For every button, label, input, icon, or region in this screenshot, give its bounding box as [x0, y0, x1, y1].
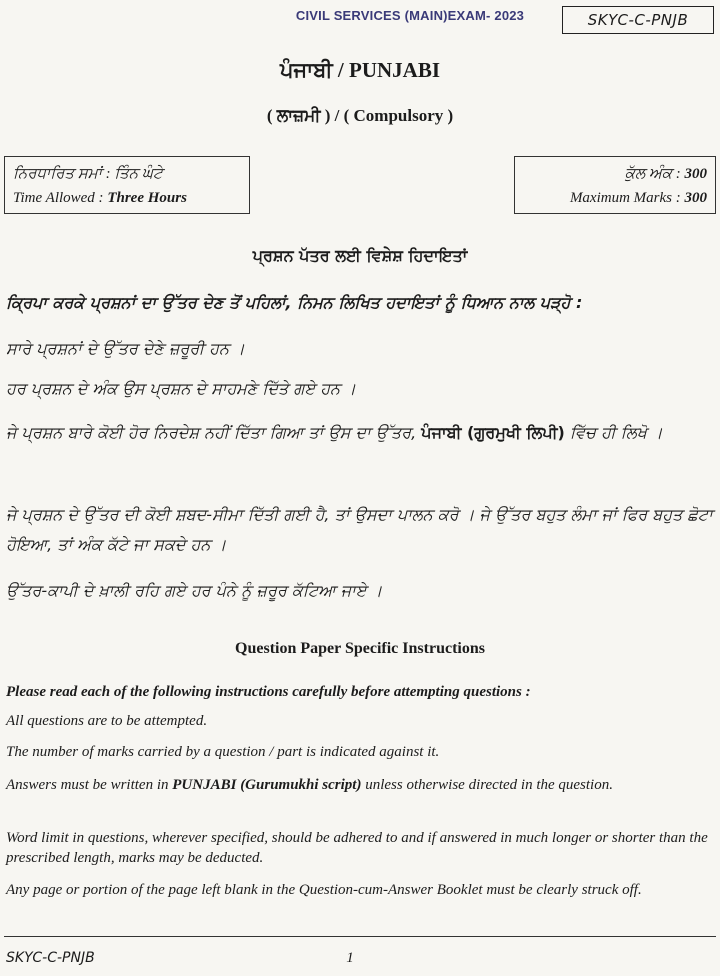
english-instruction-1: All questions are to be attempted. — [6, 713, 208, 729]
english-instruction-4: Word limit in questions, wherever specified, should be adhered to and if answered in much longer or shorter than the prescribed length, marks may be deducted. — [6, 830, 708, 866]
time-allowed-punjabi — [13, 162, 241, 186]
punjabi-intro: ਕ੍ਰਿਪਾ ਕਰਕੇ ਪ੍ਰਸ਼ਨਾਂ ਦਾ ਉੱਤਰ ਦੇਣ ਤੋਂ ਪਹਿਲਾਂ, ਨਿਮਨ ਲਿਖਿਤ ਹਦਾਇਤਾਂ ਨੂੰ ਧਿਆਨ ਨਾਲ ਪੜ੍ਹੋ : — [6, 293, 583, 312]
subject-subtitle: ( ਲਾਜ਼ਮੀ ) / ( Compulsory ) — [266, 106, 454, 125]
punjabi-instructions-heading: ਪ੍ਰਸ਼ਨ ਪੱਤਰ ਲਈ ਵਿਸ਼ੇਸ਼ ਹਿਦਾਇਤਾਂ — [252, 246, 468, 265]
time-value-pa: ਤਿੰਨ ਘੰਟੇ — [114, 166, 163, 182]
page-number: 1 — [346, 950, 354, 966]
time-allowed-box — [4, 156, 250, 214]
english-instruction-3-emphasis: PUNJABI (Gurumukhi script) — [172, 777, 362, 793]
subject-title: ਪੰਜਾਬੀ / PUNJABI — [279, 58, 441, 82]
punjabi-instruction-3 — [6, 418, 714, 448]
footer-paper-code: SKYC-C-PNJB — [6, 950, 95, 966]
punjabi-instruction-3-emphasis: ਪੰਜਾਬੀ (ਗੁਰਮੁਖੀ ਲਿਪੀ) — [421, 423, 565, 442]
time-allowed-english — [13, 186, 241, 210]
time-value-en: Three Hours — [107, 190, 187, 206]
time-label-pa: ਨਿਰਧਾਰਿਤ ਸਮਾਂ : — [13, 166, 115, 182]
marks-english — [523, 186, 707, 210]
maximum-marks-box — [514, 156, 716, 214]
english-instruction-3-part-a: Answers must be written in — [6, 777, 173, 793]
punjabi-instruction-5: ਉੱਤਰ-ਕਾਪੀ ਦੇ ਖ਼ਾਲੀ ਰਹਿ ਗਏ ਹਰ ਪੰਨੇ ਨੂੰ ਜ਼ਰੂਰ ਕੱਟਿਆ ਜਾਏ । — [6, 581, 383, 600]
english-instruction-5: Any page or portion of the page left blank in the Question-cum-Answer Booklet must be clearly struck off. — [6, 882, 642, 898]
exam-header: CIVIL SERVICES (MAIN)EXAM- 2023 — [295, 8, 525, 23]
punjabi-instruction-2: ਹਰ ਪ੍ਰਸ਼ਨ ਦੇ ਅੰਕ ਉਸ ਪ੍ਰਸ਼ਨ ਦੇ ਸਾਹਮਣੇ ਦਿੱਤੇ ਗਏ ਹਨ । — [6, 379, 356, 398]
punjabi-instruction-1: ਸਾਰੇ ਪ੍ਰਸ਼ਨਾਂ ਦੇ ਉੱਤਰ ਦੇਣੇ ਜ਼ਰੂਰੀ ਹਨ । — [6, 339, 245, 358]
paper-code-box: SKYC-C-PNJB — [562, 6, 714, 34]
english-instruction-2: The number of marks carried by a question / part is indicated against it. — [6, 744, 440, 760]
english-instruction-3-part-c: unless otherwise directed in the question. — [361, 777, 613, 793]
english-instructions-heading: Question Paper Specific Instructions — [235, 640, 485, 657]
marks-punjabi — [523, 162, 707, 186]
punjabi-instruction-3-part-c: ਵਿੱਚ ਹੀ ਲਿਖੋ । — [564, 423, 663, 442]
marks-value-pa: 300 — [684, 166, 707, 182]
marks-label-en: Maximum Marks : — [569, 190, 685, 206]
marks-label-pa: ਕੁੱਲ ਅੰਕ : — [624, 166, 685, 182]
punjabi-instruction-3-part-a: ਜੇ ਪ੍ਰਸ਼ਨ ਬਾਰੇ ਕੋਈ ਹੋਰ ਨਿਰਦੇਸ਼ ਨਹੀਂ ਦਿੱਤਾ ਗਿਆ ਤਾਂ ਉਸ ਦਾ ਉੱਤਰ, — [6, 423, 422, 442]
marks-value-en: 300 — [684, 190, 707, 206]
english-instruction-3 — [6, 775, 714, 795]
english-intro: Please read each of the following instructions carefully before attempting questions : — [6, 684, 531, 700]
time-label-en: Time Allowed : — [13, 190, 108, 206]
footer-divider — [4, 936, 716, 937]
punjabi-instruction-4: ਜੇ ਪ੍ਰਸ਼ਨ ਦੇ ਉੱਤਰ ਦੀ ਕੋਈ ਸ਼ਬਦ-ਸੀਮਾ ਦਿੱਤੀ ਗਈ ਹੈ, ਤਾਂ ਉਸਦਾ ਪਾਲਨ ਕਰੋ । ਜੇ ਉੱਤਰ ਬਹੁਤ ਲੰਮਾ ਜਾਂ ਫਿਰ ਬਹੁਤ ਛੋਟਾ ਹੋਇਆ, ਤਾਂ ਅੰਕ ਕੱਟੇ ਜਾ ਸਕਦੇ ਹਨ । — [6, 505, 713, 554]
